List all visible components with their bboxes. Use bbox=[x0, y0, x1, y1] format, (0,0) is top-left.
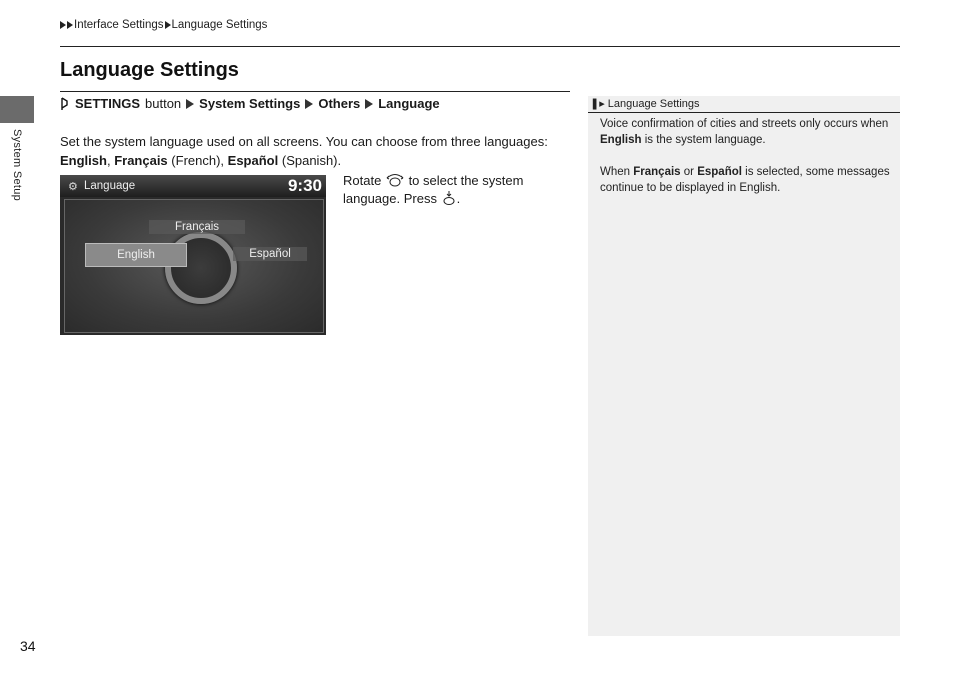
notes-text-bold: Français bbox=[633, 166, 681, 178]
notes-paragraph-1 bbox=[600, 116, 890, 148]
press-dial-icon bbox=[441, 190, 457, 206]
option-english-selected[interactable]: English bbox=[85, 243, 187, 267]
notes-heading bbox=[588, 96, 900, 113]
language-spanish: Español bbox=[227, 153, 279, 168]
notes-text: is the system language. bbox=[644, 134, 766, 146]
screen-header bbox=[60, 175, 326, 197]
path-step-settings-suffix: button bbox=[145, 96, 182, 111]
breadcrumb-item-language-settings[interactable]: Language Settings bbox=[171, 19, 268, 31]
page-number: 34 bbox=[20, 638, 36, 654]
reference-arrow-icon: ❚▸ bbox=[590, 98, 605, 110]
description-line: Set the system language used on all screens. You can choose from three languages: bbox=[60, 134, 548, 149]
instruction bbox=[343, 172, 565, 208]
screen-clock: 9:30 bbox=[287, 176, 322, 195]
notes-paragraph-2 bbox=[600, 164, 890, 196]
notes-heading-text: Language Settings bbox=[607, 98, 700, 110]
path-step-language: Language bbox=[378, 96, 440, 111]
home-key-icon bbox=[60, 97, 70, 111]
instruction-text: to select the system language. Press bbox=[343, 173, 524, 206]
notes-text: or bbox=[683, 166, 694, 178]
language-screen bbox=[60, 175, 326, 335]
path-step-system-settings: System Settings bbox=[199, 96, 301, 111]
screen-title: Language bbox=[84, 180, 136, 192]
breadcrumb-arrow-icon bbox=[165, 21, 171, 29]
language-french-note: (French) bbox=[171, 153, 221, 168]
notes-text: is selected, some messages continue to be displayed in English. bbox=[600, 166, 890, 194]
gear-icon: ⚙ bbox=[68, 181, 78, 193]
rotate-dial-icon bbox=[385, 173, 405, 187]
breadcrumb-item-interface-settings[interactable]: Interface Settings bbox=[74, 19, 164, 31]
chapter-tab bbox=[0, 96, 34, 123]
notes-text-bold: English bbox=[600, 134, 642, 146]
path-arrow-icon bbox=[305, 99, 313, 109]
notes-text-bold: Español bbox=[697, 166, 742, 178]
notes-text: When bbox=[600, 166, 631, 178]
language-french: Français bbox=[114, 153, 168, 168]
path-arrow-icon bbox=[365, 99, 373, 109]
language-selector bbox=[64, 199, 324, 333]
page-title: Language Settings bbox=[60, 59, 239, 81]
breadcrumb bbox=[60, 19, 267, 31]
language-spanish-note: (Spanish). bbox=[281, 153, 342, 168]
option-espanol[interactable]: Español bbox=[233, 247, 307, 261]
notes-text: Voice confirmation of cities and streets only occurs when bbox=[600, 118, 889, 130]
breadcrumb-arrow-icon bbox=[67, 21, 73, 29]
path-step-others: Others bbox=[318, 96, 361, 111]
chapter-label: System Setup bbox=[11, 129, 23, 202]
description: Set the system language used on all screens. You can choose from three languages: English, Français (French), Español (Spanish). bbox=[60, 134, 548, 168]
instruction-text: . bbox=[456, 191, 461, 206]
breadcrumb-arrow-icon bbox=[60, 21, 66, 29]
option-francais[interactable]: Français bbox=[149, 220, 245, 234]
instruction-text: Rotate bbox=[343, 173, 382, 188]
path-step-settings: SETTINGS bbox=[75, 96, 141, 111]
header-divider bbox=[60, 46, 900, 47]
menu-path bbox=[60, 96, 440, 111]
notes-panel bbox=[588, 96, 900, 636]
language-english: English bbox=[60, 153, 107, 168]
path-arrow-icon bbox=[186, 99, 194, 109]
title-divider bbox=[60, 91, 570, 92]
